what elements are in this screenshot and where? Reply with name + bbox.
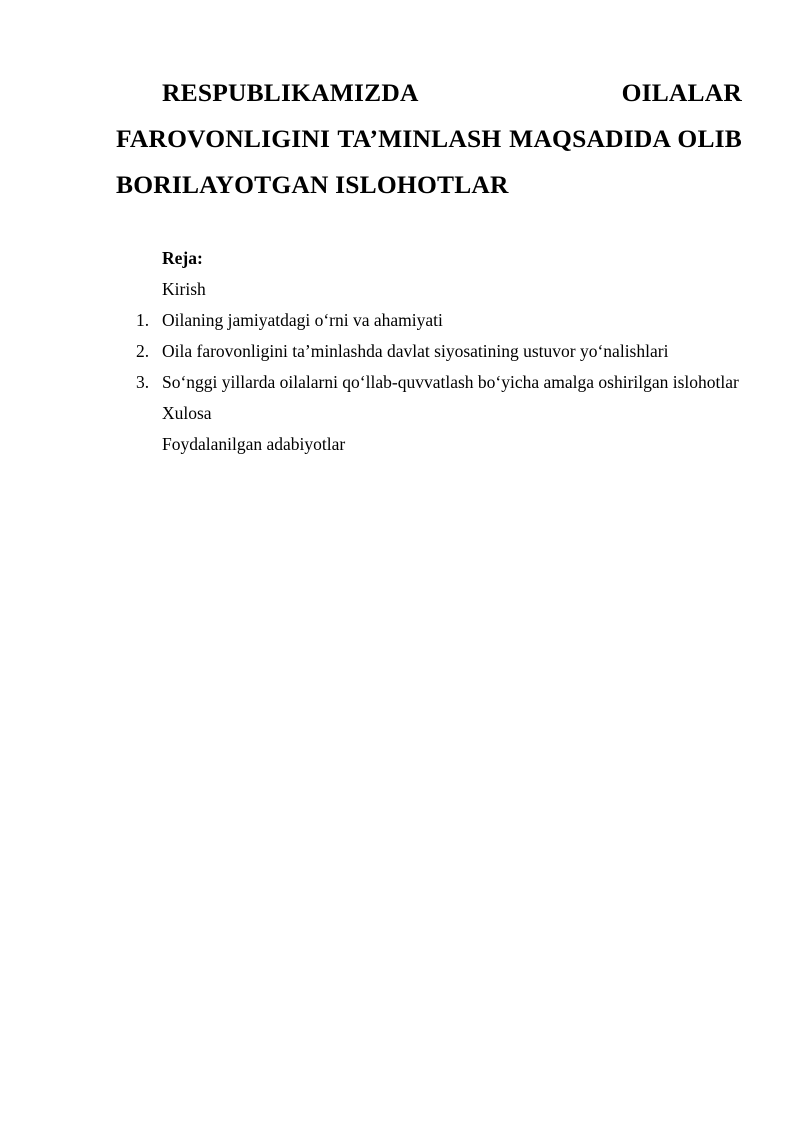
plan-item-text: Oilaning jamiyatdagi o‘rni va ahamiyati [162,310,443,330]
plan-intro: Kirish [162,279,206,299]
plan-item-text: Oila farovonligini ta’minlashda davlat siyosatining ustuvor yo‘nalishlari [162,341,669,361]
plan-item-number: 3. [136,372,150,392]
plan-item-text: So‘nggi yillarda oilalarni qo‘llab-quvvatlash bo‘yicha amalga oshirilgan islohotlar [162,372,739,392]
plan-heading: Reja: [162,248,203,268]
plan-item [116,367,742,398]
plan-item [116,336,742,367]
plan-item-number: 2. [136,341,150,361]
document-title: RESPUBLIKAMIZDA OILALAR FAROVONLIGINI TA’MINLASH MAQSADIDA OLIB BORILAYOTGAN ISLOHOTLAR [116,78,742,199]
plan-item [116,305,742,336]
plan-conclusion: Xulosa [162,403,212,423]
plan-item-number: 1. [136,310,150,330]
plan-section [116,243,742,460]
plan-list [116,305,742,398]
plan-references: Foydalanilgan adabiyotlar [162,434,346,454]
